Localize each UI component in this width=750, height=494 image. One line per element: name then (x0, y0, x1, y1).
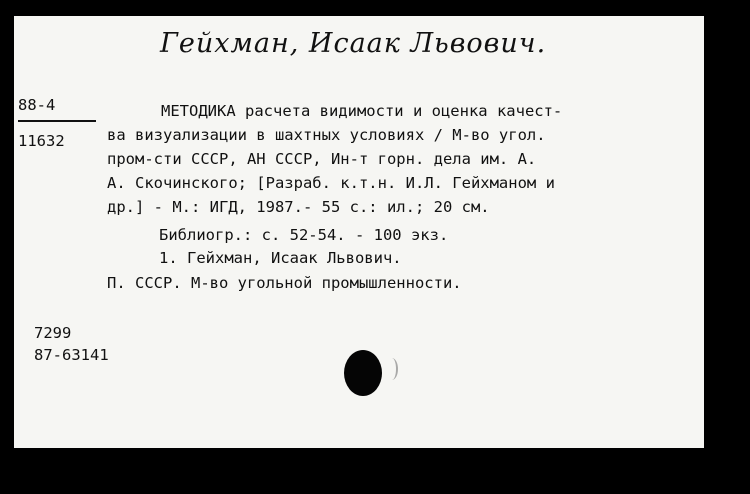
bibliography-note: Библиогр.: с. 52-54. - 100 экз. (159, 226, 449, 244)
catalog-card (14, 16, 704, 448)
record-line: ва визуализации в шахтных условиях / М-во угол. (107, 126, 546, 144)
punch-hole (344, 350, 382, 396)
record-line: пром-сти СССР, АН СССР, Ин-т горн. дела им. А. (107, 150, 537, 168)
subject-entry-2: П. СССР. М-во угольной промышленности. (107, 274, 462, 292)
author-heading: Гейхман, Исаак Львович. (160, 28, 547, 59)
punch-hole-shadow (386, 358, 398, 380)
record-code-1: 7299 (34, 324, 72, 342)
subject-entry-1: 1. Гейхман, Исаак Львович. (159, 249, 402, 267)
record-line: МЕТОДИКА расчета видимости и оценка качест- (161, 102, 563, 120)
record-line: А. Скочинского; [Разраб. к.т.н. И.Л. Гейхманом и (107, 174, 555, 192)
shelfmark-divider (18, 120, 96, 122)
shelfmark-top: 88-4 (18, 96, 56, 114)
record-line: др.] - М.: ИГД, 1987.- 55 с.: ил.; 20 см. (107, 198, 490, 216)
record-code-2: 87-63141 (34, 346, 109, 364)
shelfmark-bottom: 11632 (18, 132, 65, 150)
